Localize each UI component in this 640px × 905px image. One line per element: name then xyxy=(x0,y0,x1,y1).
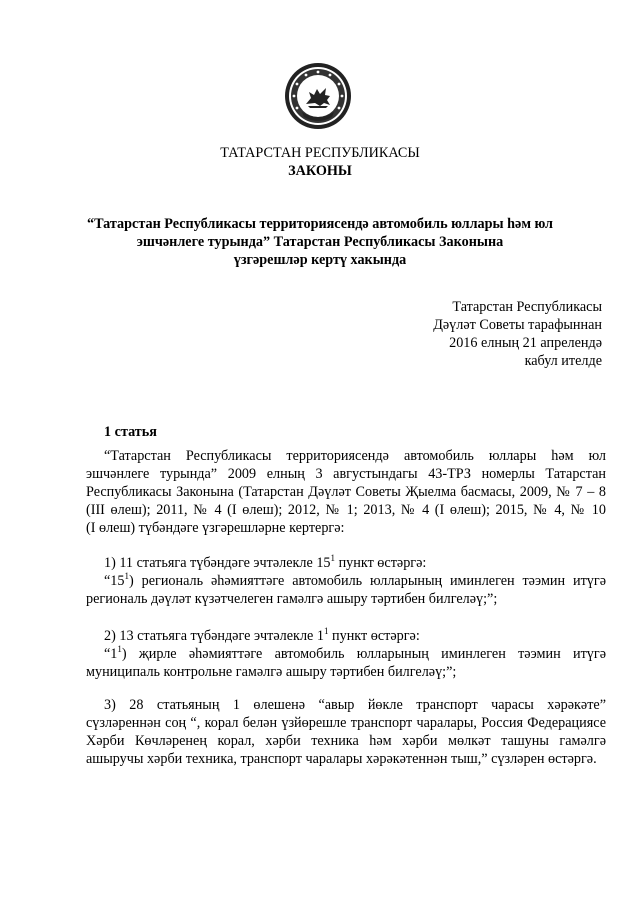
title-line-3: үзгәрешләр кертү хакында xyxy=(233,252,407,268)
intro-line-2: эшчәнлеге турында” 2009 елның 3 августындагы 43-ТРЗ номерлы Татарстан xyxy=(86,466,606,482)
item2-quote-line-1: “$1^1$) җирле әһәмияттәге автомобиль юлларының иминлеген тәэмин итүгә xyxy=(104,644,606,662)
header-law: ЗАКОНЫ xyxy=(288,163,352,179)
adoption-line-3: 2016 елның 21 апрелендә xyxy=(449,335,602,351)
item2-quote-line-2: муниципаль контрольне гамәлгә ашыру тәртибен билгеләү;”; xyxy=(86,664,457,680)
intro-line-3: Республикасы Законына (Татарстан Дәүләт Советы Җыелма басмасы, 2009, № 7 – 8 xyxy=(86,484,606,500)
article-heading: 1 статья xyxy=(104,424,157,440)
item1-quote-line-1: “$15^1$) региональ әһәмияттәге автомобиль юлларының иминлеген тәэмин итүгә xyxy=(104,571,606,589)
adoption-line-4: кабул ителде xyxy=(524,353,602,369)
intro-line-4: (III өлеш); 2011, № 4 (I өлеш); 2012, № 1; 2013, № 4 (I өлеш); 2015, № 4, № 10 xyxy=(86,502,606,518)
adoption-line-1: Татарстан Республикасы xyxy=(452,299,602,315)
item3-line-2: сүзләреннән соң “, корал белән үзйөрешле транспорт чаралары, Россия Федерациясе xyxy=(86,715,606,731)
intro-line-5: (I өлеш) түбәндәге үзгәрешләрне кертергә: xyxy=(86,520,345,536)
adoption-line-2: Дәүләт Советы тарафыннан xyxy=(433,317,602,333)
item3-line-1: 3) 28 статьяның 1 өлешенә “авыр йөкле транспорт чарасы хәрәкәте” xyxy=(104,697,606,713)
item1-heading: 1) 11 статьяга түбәндәге эчтәлекле $15^1$ пункт өстәргә: xyxy=(104,553,427,571)
header-republic: ТАТАРСТАН РЕСПУБЛИКАСЫ xyxy=(220,145,420,161)
title-line-1: “Татарстан Республикасы территориясендә автомобиль юллары һәм юл xyxy=(86,216,553,232)
item3-line-3: Хәрби Көчләренең корал, хәрби техника һәм хәрби мөлкәт ташуны гамәлгә xyxy=(86,733,606,749)
item2-heading: 2) 13 статьяга түбәндәге эчтәлекле $1^1$ пункт өстәргә: xyxy=(104,626,420,644)
title-line-2: эшчәнлеге турында” Татарстан Республикасы Законына xyxy=(136,234,504,250)
tatarstan-emblem-icon xyxy=(284,62,352,130)
item3-line-4: ашыручы хәрби техника, транспорт чаралары хәрәкәтеннән тыш,” сүзләрен өстәргә. xyxy=(86,751,597,767)
intro-line-1: “Татарстан Республикасы территориясендә автомобиль юллары һәм юл xyxy=(104,448,606,464)
item1-quote-line-2: региональ дәүләт күзәтчелеген гамәлгә ашыру тәртибен билгеләү;”; xyxy=(86,591,498,607)
